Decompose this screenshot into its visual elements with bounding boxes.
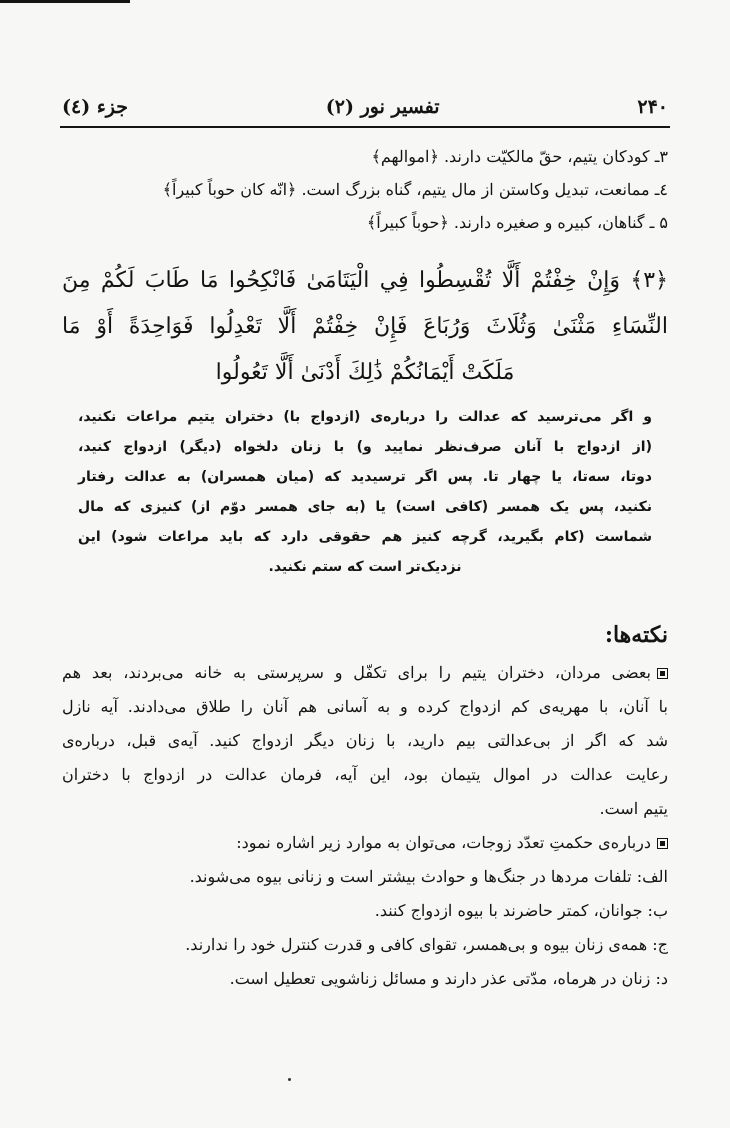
list-item: د: زنان در هرماه، مدّتی عذر دارند و مسائل زناشویی تعطیل است. xyxy=(229,969,668,988)
footnote-line: ۵ ـ گناهان، کبیره و صغیره دارند. ﴿حوباً کبیراً﴾ xyxy=(366,213,668,232)
notes-heading: نکته‌ها: xyxy=(604,622,668,648)
translation-line: شماست (کام بگیرید، گرچه کنیز هم حقوقی دارد که باید مراعات شود) این xyxy=(78,529,652,545)
verse-translation xyxy=(78,402,652,582)
translation-line: و اگر می‌ترسید که عدالت را درباره‌ی (ازدواج با) دختران یتیم مراعات نکنید، xyxy=(78,409,652,425)
square-bullet-icon xyxy=(657,668,668,679)
verse-line: النِّسَاءِ مَثْنَىٰ وَثُلَاثَ وَرُبَاعَ فَإِنْ خِفْتُمْ أَلَّا تَعْدِلُوا فَوَاحِدَةً أَوْ مَا xyxy=(62,314,668,339)
translation-line: (از ازدواج با آنان صرف‌نظر نمایید و) با زنان دلخواه (دیگر) ازدواج کنید، xyxy=(78,439,652,455)
footnote-line: ٤ـ ممانعت، تبدیل وکاستن از مال یتیم، گناه بزرگ است. ﴿انّه کان حوباً کبیراً﴾ xyxy=(162,180,668,199)
notes-body xyxy=(62,656,668,996)
translation-line: نکنید، پس یک همسر (کافی است) یا (به جای همسر دوّم از) کنیزی که مال xyxy=(78,499,652,515)
list-item: الف: تلفات مردها در جنگ‌ها و حوادث بیشتر است و زنانی بیوه می‌شوند. xyxy=(189,867,668,886)
translation-line: دوتا، سه‌تا، یا چهار تا. پس اگر ترسیدید که (میان همسران) به عدالت رفتار xyxy=(78,469,652,485)
note-line: رعایت عدالت در اموال یتیمان بود، این آیه، فرمان عدالت در ازدواج با دختران xyxy=(62,765,669,784)
list-item: ج: همه‌ی زنان بیوه و بی‌همسر، تقوای کافی و قدرت کنترل خود را ندارند. xyxy=(185,935,668,954)
list-item: ب: جوانان، کمتر حاضرند با بیوه ازدواج کنند. xyxy=(374,901,668,920)
note-line: شد که اگر از بی‌عدالتی بیم دارید، با زنان دیگر ازدواج کنید. آیه‌ی قبل، درباره‌ی xyxy=(62,731,668,750)
quran-verse xyxy=(62,258,668,396)
footnote-line: ۳ـ کودکان یتیم، حقّ مالکیّت دارند. ﴿اموالهم﴾ xyxy=(371,147,668,166)
verse-line: ﴿۳﴾ وَإِنْ خِفْتُمْ أَلَّا تُقْسِطُوا فِي الْيَتَامَىٰ فَانْكِحُوا مَا طَابَ لَكُمْ مِنَ xyxy=(62,268,668,293)
note-line: با آنان، با مهریه‌ی کم ازدواج کرده و به آسانی هم آنان را طلاق می‌دادند. آیه نازل xyxy=(62,697,668,716)
corner-rule xyxy=(0,0,130,3)
note-line: بعضی مردان، دختران یتیم را برای تکفّل و سرپرستی به خانه می‌بردند، بعد هم xyxy=(62,656,668,690)
note-line: یتیم است. xyxy=(599,799,668,818)
page-header xyxy=(62,90,668,124)
header-divider xyxy=(60,126,670,128)
page-number: ۲۴۰ xyxy=(637,96,668,118)
square-bullet-icon xyxy=(657,838,668,849)
page-speck xyxy=(288,1078,291,1081)
translation-line: نزدیک‌تر است که ستم نکنید. xyxy=(268,559,462,575)
footnotes xyxy=(62,140,668,239)
part-label: جزء (٤) xyxy=(62,96,129,118)
note-line: درباره‌ی حکمتِ تعدّد زوجات، می‌توان به موارد زیر اشاره نمود: xyxy=(62,826,668,860)
verse-line: مَلَكَتْ أَيْمَانُكُمْ ذَٰلِكَ أَدْنَىٰ أَلَّا تَعُولُوا xyxy=(215,360,515,385)
book-title: تفسیر نور (۲) xyxy=(325,96,440,118)
